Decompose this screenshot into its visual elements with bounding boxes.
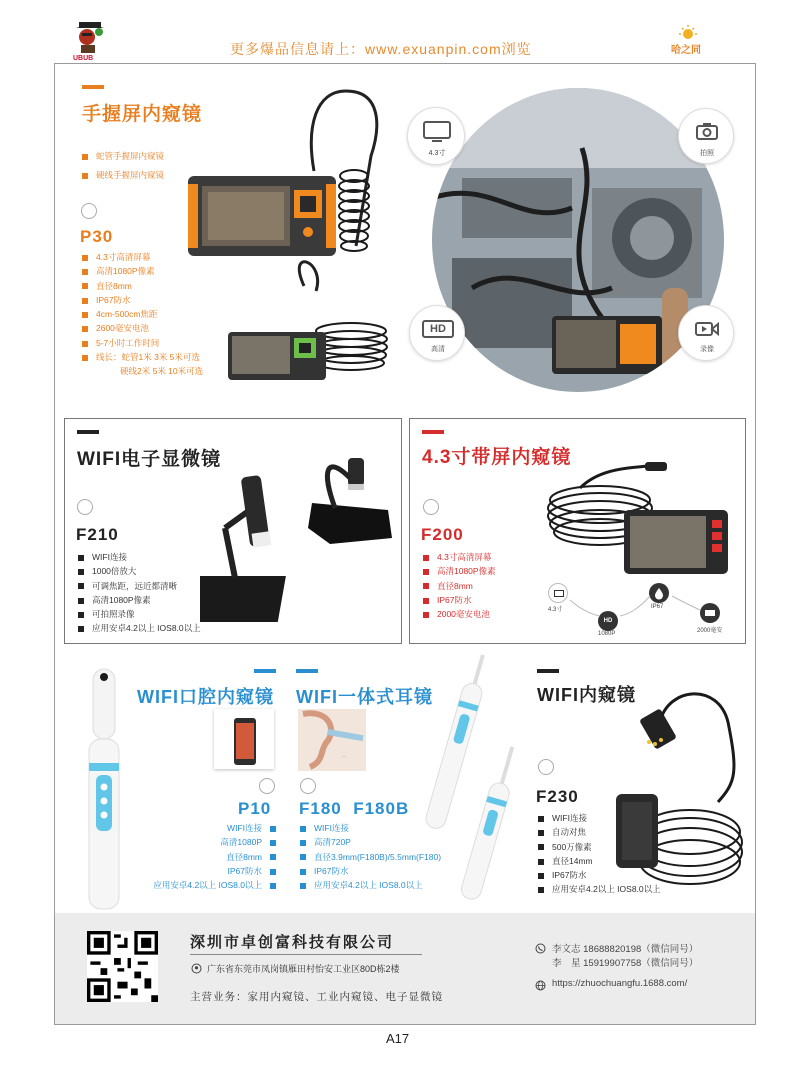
qr-code[interactable] [87,931,158,1002]
divider [190,954,422,955]
f230-product-image [608,682,748,904]
list-item: WIFI连接 [538,811,661,825]
feature-label: IP67 [651,604,664,610]
hd-icon: HD [598,611,618,631]
svg-text:…: … [342,753,346,758]
list-item: 2600毫安电池 [82,321,203,335]
p10-feature-list [148,821,276,892]
list-item: 4cm-500cm焦距 [82,307,203,321]
list-item: 高清1080P像素 [78,593,201,607]
list-item: IP67防水 [300,864,441,878]
list-item: 高清1080P像素 [82,264,203,278]
list-item-continued: 硬线2米 5米 10米可选 [120,366,204,377]
globe-icon [535,978,546,989]
list-item: 直径8mm [148,850,276,864]
check-icon [259,778,275,794]
p30-product-image [186,86,396,384]
feature-label: 4.3寸 [428,150,446,157]
list-item: 高清720P [300,835,441,849]
feature-label: 4.3寸 [548,607,563,613]
list-item: 高清1080P像素 [423,564,496,578]
feature-label: 录像 [700,346,714,353]
feature-badge-camera [678,108,734,164]
list-item: 直径3.9mm(F180B)/5.5mm(F180) [300,850,441,864]
list-item: 2000毫安电池 [423,607,496,621]
section-title-f200: 4.3寸带屏内窥镜 [422,447,572,468]
list-item: WIFI连接 [148,821,276,835]
list-item: 自动对焦 [538,825,661,839]
section-title-p10: WIFI口腔内窥镜 [137,687,274,707]
brand-logo [70,20,110,62]
section-title-p30: 手握屏内窥镜 [82,104,203,125]
microscope-image [200,428,398,633]
list-item: 可调焦距，远近都清晰 [78,579,201,593]
screen-icon [422,120,452,142]
check-icon [81,203,97,219]
list-item: 高清1080P [148,835,276,849]
list-item: IP67防水 [423,593,496,607]
check-icon [538,759,554,775]
feature-label: 2000毫安 [697,628,723,634]
section-accent-bar [77,430,99,434]
model-f180: F180 F180B [299,799,410,818]
feature-label: 1080P [598,631,616,637]
f210-feature-list [78,550,201,636]
list-item: 应用安卓4.2以上 IOS8.0以上 [78,621,201,635]
section-title-f210: WIFI电子显微镜 [77,449,222,470]
logo-text: UBUB [73,55,94,62]
company-name: 深圳市卓创富科技有限公司 [190,934,395,951]
list-item: 蛇管手握屏内窥镜 [82,144,164,168]
list-item: IP67防水 [82,293,203,307]
p10-app-screenshot [214,709,274,769]
video-icon [694,320,720,338]
list-item: 直径8mm [423,579,496,593]
f200-product-image [540,458,740,578]
list-item: WIFI连接 [300,821,441,835]
section-accent-bar [296,669,318,673]
phone-icon [535,941,546,952]
model-p30: P30 [80,227,114,246]
oral-scope-image [86,665,126,913]
section-title-f230: WIFI内窥镜 [537,685,636,705]
list-item: 应用安卓4.2以上 IOS8.0以上 [148,878,276,892]
list-item: 1000倍放大 [78,564,201,578]
ear-diagram-image [298,709,366,771]
list-item: 直径8mm [82,279,203,293]
section-accent-bar [82,85,104,89]
section-accent-bar [537,669,559,673]
company-address: 广东省东莞市凤岗镇雁田村怡安工业区80D栋2楼 [207,964,400,974]
section-accent-bar [422,430,444,434]
header-banner: 更多爆品信息请上：www.exuanpin.com浏览 [230,41,532,57]
hd-icon: HD [422,320,454,338]
feature-label: 拍照 [700,150,714,157]
feature-badge-screen [407,107,465,165]
list-item: 5-7小时工作时间 [82,336,203,350]
list-item: 可拍照录像 [78,607,201,621]
list-item: IP67防水 [148,864,276,878]
feature-badge-hd [409,305,465,361]
check-icon [300,778,316,794]
p30-feature-list [82,250,203,379]
list-item: 4.3寸高清屏幕 [423,550,496,564]
list-item: 4.3寸高清屏幕 [82,250,203,264]
contact-line-2: 李 星 15919907758（微信同号） [552,958,699,969]
list-item: IP67防水 [538,868,661,882]
check-icon [77,499,93,515]
model-f210: F210 [76,525,119,544]
model-p10: P10 [238,799,272,818]
feature-label: 高清 [431,346,445,353]
list-item: 应用安卓4.2以上 IOS8.0以上 [300,878,441,892]
section-accent-bar [254,669,276,673]
f200-icon-connectors [560,588,710,618]
list-item: 500万像素 [538,840,661,854]
camera-icon [695,121,719,141]
brand-right-text: 哈之同 [671,45,701,56]
feature-badge-video [678,305,734,361]
location-pin-icon [191,961,202,972]
page-number: A17 [386,1031,410,1046]
website-link[interactable]: https://zhuochuangfu.1688.com/ [552,978,688,989]
model-f230: F230 [536,787,579,806]
list-item: WIFI连接 [78,550,201,564]
brand-mark-right [666,24,710,58]
check-icon [423,499,439,515]
list-item: 应用安卓4.2以上 IOS8.0以上 [538,882,661,896]
otoscope-image [410,652,525,907]
main-business: 主营业务：家用内窥镜、工业内窥镜、电子显微镜 [190,991,443,1003]
f200-feature-list [423,550,496,621]
list-item: 直径14mm [538,854,661,868]
model-f200: F200 [421,525,464,544]
list-item: 线长：蛇管1米 3米 5米可选 [82,350,203,364]
list-item: 硬线手握屏内窥镜 [82,168,164,182]
contact-line-1: 李文志 18688820198（微信同号） [552,944,699,955]
p30-type-list [82,144,164,182]
section-title-f180: WIFI一体式耳镜 [296,687,433,707]
